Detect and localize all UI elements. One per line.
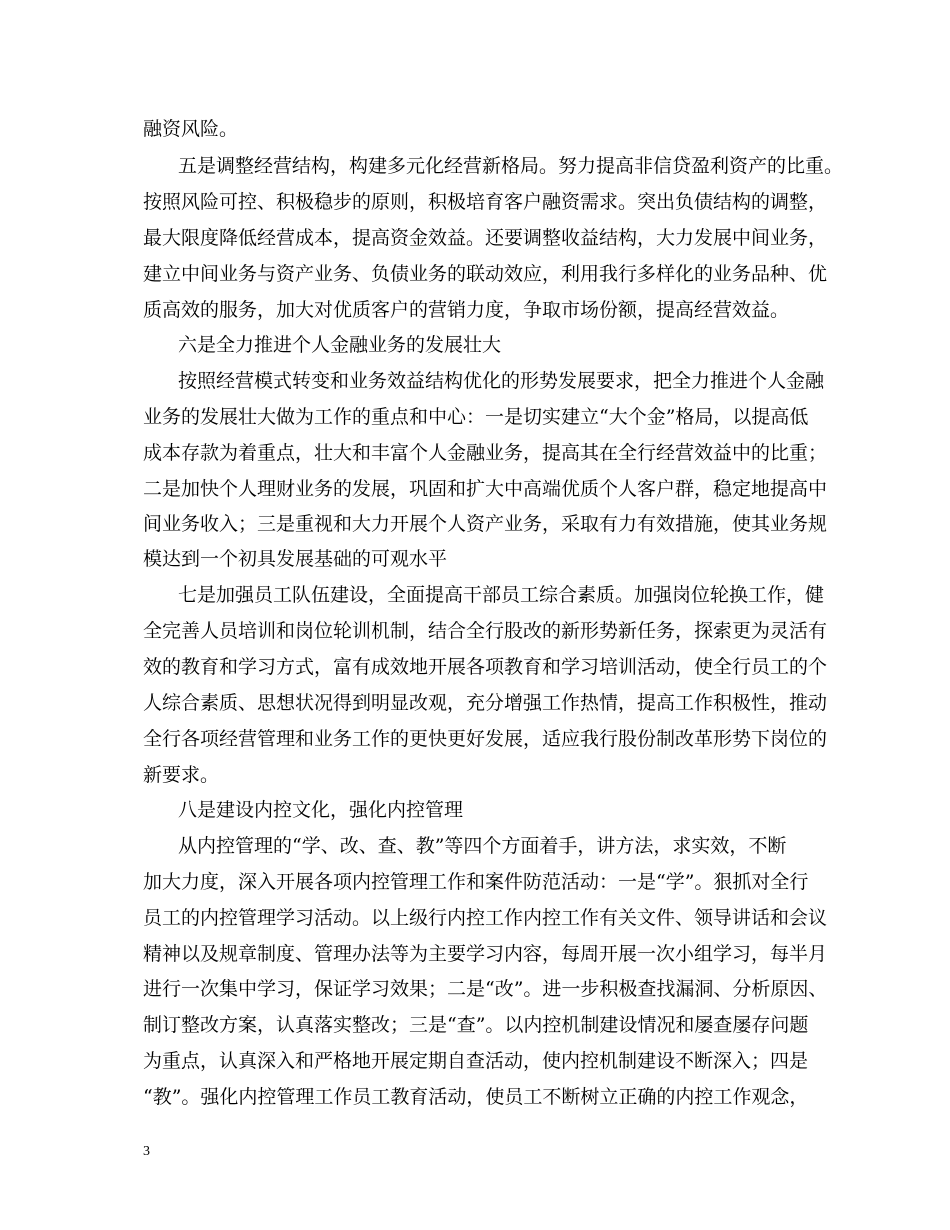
text-line: 加大力度，深入开展各项内控管理工作和案件防范活动：一是“学”。狠抓对全行	[143, 871, 809, 893]
text-line: 质高效的服务，加大对优质客户的营销力度，争取市场份额，提高经营效益。	[143, 299, 790, 321]
text-line: 制订整改方案，认真落实整改；三是“查”。以内控机制建设情况和屡查屡存问题	[143, 1014, 809, 1036]
text-line: 按照风险可控、积极稳步的原则，积极培育客户融资需求。突出负债结构的调整，	[143, 191, 828, 213]
text-line: 按照经营模式转变和业务效益结构优化的形势发展要求，把全力推进个人金融	[178, 370, 825, 392]
text-line: 五是调整经营结构，构建多元化经营新格局。努力提高非信贷盈利资产的比重。	[178, 155, 844, 177]
text-line: 间业务收入；三是重视和大力开展个人资产业务，采取有力有效措施，使其业务规	[143, 513, 828, 535]
text-line: 精神以及规章制度、管理办法等为主要学习内容，每周开展一次小组学习，每半月	[143, 943, 828, 965]
text-line: 七是加强员工队伍建设，全面提高干部员工综合素质。加强岗位轮换工作，健	[178, 584, 825, 606]
page-number: 3	[143, 1144, 150, 1159]
text-line: 为重点，认真深入和严格地开展定期自查活动，使内控机制建设不断深入；四是	[143, 1050, 809, 1072]
text-line: 人综合素质、思想状况得到明显改观，充分增强工作热情，提高工作积极性，推动	[143, 692, 828, 714]
text-line: 从内控管理的“学、改、查、教”等四个方面着手，讲方法，求实效，不断	[178, 835, 787, 857]
text-line: 融资风险。	[143, 118, 239, 140]
text-line: 建立中间业务与资产业务、负债业务的联动效应，利用我行多样化的业务品种、优	[143, 263, 828, 285]
text-line: 六是全力推进个人金融业务的发展壮大	[178, 334, 502, 356]
text-line: 最大限度降低经营成本，提高资金效益。还要调整收益结构，大力发展中间业务，	[143, 227, 828, 249]
text-line: 全完善人员培训和岗位轮训机制，结合全行股改的新形势新任务，探索更为灵活有	[143, 620, 828, 642]
text-line: 业务的发展壮大做为工作的重点和中心：一是切实建立“大个金”格局，以提高低	[143, 406, 809, 428]
text-line: 全行各项经营管理和业务工作的更快更好发展，适应我行股份制改革形势下岗位的	[143, 728, 828, 750]
text-line: 新要求。	[143, 764, 220, 786]
text-line: 成本存款为着重点，壮大和丰富个人金融业务，提高其在全行经营效益中的比重；	[143, 442, 828, 464]
text-line: 模达到一个初具发展基础的可观水平	[143, 548, 448, 570]
text-line: 进行一次集中学习，保证学习效果；二是“改”。进一步积极查找漏洞、分析原因、	[143, 978, 828, 1000]
text-line: 效的教育和学习方式，富有成效地开展各项教育和学习培训活动，使全行员工的个	[143, 656, 828, 678]
text-line: 员工的内控管理学习活动。以上级行内控工作内控工作有关文件、领导讲话和会议	[143, 907, 828, 929]
text-line: 八是建设内控文化，强化内控管理	[178, 799, 464, 821]
text-line: “教”。强化内控管理工作员工教育活动，使员工不断树立正确的内控工作观念，	[143, 1086, 809, 1108]
text-line: 二是加快个人理财业务的发展，巩固和扩大中高端优质个人客户群，稳定地提高中	[143, 478, 828, 500]
